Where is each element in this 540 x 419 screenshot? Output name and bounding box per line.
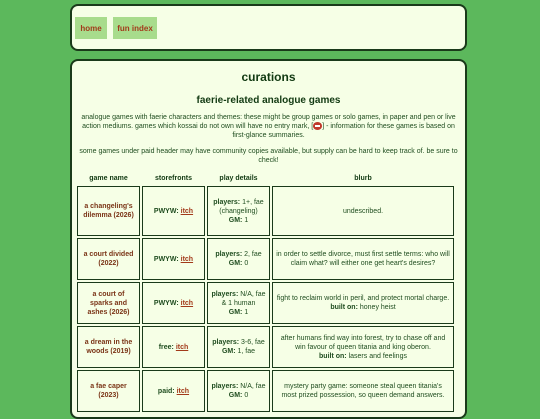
blurb-text: fight to reclaim world in peril, and protect mortal charge. [276,295,450,302]
gm-label: GM: [228,308,243,316]
play-details-cell [207,326,270,368]
players-label: players: [211,383,239,390]
play-details-cell [207,238,270,280]
gm-label: GM: [228,260,243,267]
players-value: N/A, fae [240,383,266,390]
blurb-text: after humans find way into forest, try to chase off and win favour of queen titania and king oberon. [280,334,446,351]
store-price-label: PWYW: [153,207,179,215]
store-price-label: PWYW: [153,255,179,263]
gm-label: GM: [221,348,236,355]
nav-home-button[interactable]: home [75,17,107,39]
built-on-value: lasers and feelings [348,352,407,360]
blurb-cell [272,370,454,412]
gm-value: 0 [244,260,249,267]
storefront-cell [142,238,205,280]
built-on-label: built on: [319,352,347,360]
game-name: a court divided (2022) [77,238,140,280]
gm-value: 1 [244,216,249,224]
players-label: players: [211,290,239,298]
intro-text-part1: analogue games with faerie characters and themes: these might be group games or solo games, in paper and pen or live action mediums. games which kossai do not own will have no entry mark, [ [81,114,456,130]
store-price-label: paid: [157,387,175,395]
header-play-details: play details [219,174,258,182]
table-row [77,238,454,280]
play-details-cell [207,186,270,236]
built-on-value: honey heist [359,304,396,311]
header-blurb: blurb [354,174,372,182]
table-header-row [77,172,454,184]
players-label: players: [215,251,243,258]
itch-link[interactable]: itch [180,299,194,307]
game-name: a changeling's dilemma (2026) [77,186,140,236]
blurb-cell [272,282,454,324]
play-details-cell [207,370,270,412]
storefront-cell [142,370,205,412]
table-row [77,186,454,236]
no-entry-icon [313,122,322,130]
page-title: curations [241,70,296,84]
nav-fun-index-button[interactable]: fun index [113,17,157,39]
players-value: 1+, fae (changeling) [219,198,264,215]
players-label: players: [213,198,241,206]
store-price-label: PWYW: [153,299,179,307]
table-row [77,370,454,412]
page-subtitle: faerie-related analogue games [196,95,341,106]
game-name: a fae caper (2023) [77,370,140,412]
itch-link[interactable]: itch [180,207,194,215]
nav-panel [70,4,467,51]
header-game-name: game name [89,174,128,182]
storefront-cell [142,282,205,324]
table-row [77,282,454,324]
itch-link[interactable]: itch [180,255,194,263]
store-price-label: free: [158,343,174,351]
gm-value: 0 [244,392,249,399]
storefront-cell [142,326,205,368]
game-name: a court of sparks and ashes (2026) [77,282,140,324]
header-storefronts: storefronts [155,174,192,182]
play-details-cell [207,282,270,324]
blurb-cell [272,186,454,236]
players-value: 3-6, fae [241,339,265,346]
itch-link[interactable]: itch [175,343,189,351]
itch-link[interactable]: itch [176,387,190,395]
blurb-cell [272,238,454,280]
main-panel [70,59,467,419]
intro-text-part2: ] - information for these games is based on first-glance summaries. [232,123,455,139]
community-copies-note: some games under paid header may have community copies available, but supply can be hard to keep track of. be sure to check! [79,148,458,164]
blurb-text: in order to settle divorce, must first settle terms: who will claim what? will either one get heart's desires? [276,251,450,267]
gm-label: GM: [228,216,243,224]
gm-label: GM: [228,392,243,399]
storefront-cell [142,186,205,236]
gm-value: 1, fae [237,348,256,355]
gm-value: 1 [244,308,249,316]
games-table [75,170,456,414]
blurb-cell [272,326,454,368]
blurb-text: mystery party game: someone steal queen titania's most prized possession, so queen demand answers. [281,383,445,399]
players-value: 2, fae [244,251,262,258]
table-row [77,326,454,368]
blurb-text: undescribed. [342,207,384,215]
intro-text [78,113,459,140]
players-label: players: [212,339,240,346]
built-on-label: built on: [330,304,358,311]
game-name: a dream in the woods (2019) [77,326,140,368]
players-value: N/A, fae & 1 human [221,290,266,307]
